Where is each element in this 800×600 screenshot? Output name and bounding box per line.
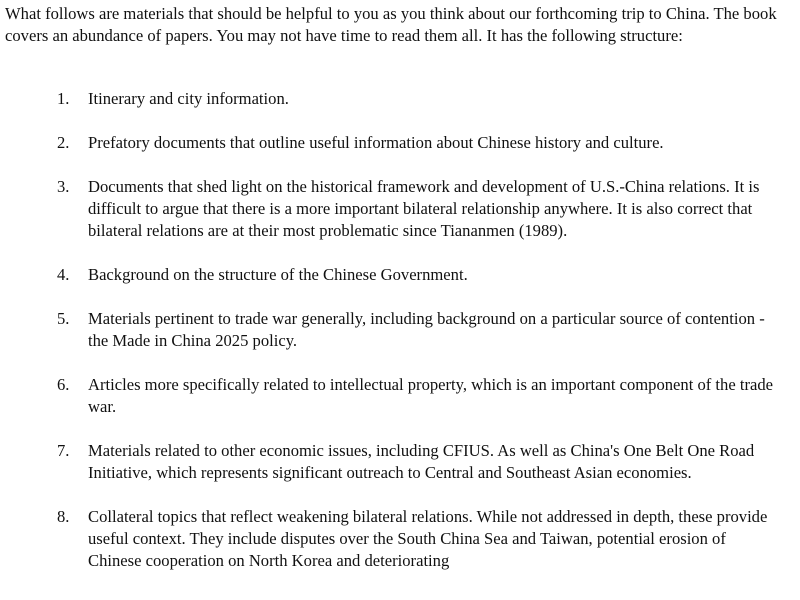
item-number: 8. — [57, 507, 70, 526]
item-number: 2. — [57, 133, 70, 152]
list-item — [0, 88, 800, 110]
item-text: Materials related to other economic issues, including CFIUS. As well as China's One Belt One Road Initiative, which represents significant outreach to Central and Southeast Asian economies. — [88, 441, 755, 482]
item-text: Itinerary and city information. — [88, 89, 289, 108]
list-item — [0, 506, 800, 572]
item-text: Background on the structure of the Chinese Government. — [88, 265, 468, 284]
list-item — [0, 176, 800, 242]
item-text: Prefatory documents that outline useful information about Chinese history and culture. — [88, 133, 664, 152]
list-item — [0, 264, 800, 286]
item-text: Materials pertinent to trade war generally, including background on a particular source of contention - the Made in China 2025 policy. — [88, 309, 765, 350]
list-item — [0, 308, 800, 352]
item-number: 4. — [57, 265, 70, 284]
intro-paragraph: What follows are materials that should be helpful to you as you think about our forthcoming trip to China. The book covers an abundance of papers. You may not have time to read them all. It has the following structure: — [5, 4, 777, 45]
list-item — [0, 440, 800, 484]
item-text: Articles more specifically related to intellectual property, which is an important component of the trade war. — [88, 375, 774, 416]
item-number: 5. — [57, 309, 70, 328]
item-number: 6. — [57, 375, 70, 394]
structure-list — [0, 88, 800, 594]
list-item — [0, 132, 800, 154]
item-number: 3. — [57, 177, 70, 196]
item-number: 1. — [57, 89, 70, 108]
item-text: Collateral topics that reflect weakening bilateral relations. While not addressed in depth, these provide useful context. They include disputes over the South China Sea and Taiwan, potential erosion of Chinese cooperation on North Korea and deteriorating — [88, 507, 768, 570]
item-text: Documents that shed light on the historical framework and development of U.S.-China relations. It is difficult to argue that there is a more important bilateral relationship anywhere. It is also correct that bilateral relations are at their most problematic since Tiananmen (1989). — [88, 177, 760, 240]
item-number: 7. — [57, 441, 70, 460]
list-item — [0, 374, 800, 418]
